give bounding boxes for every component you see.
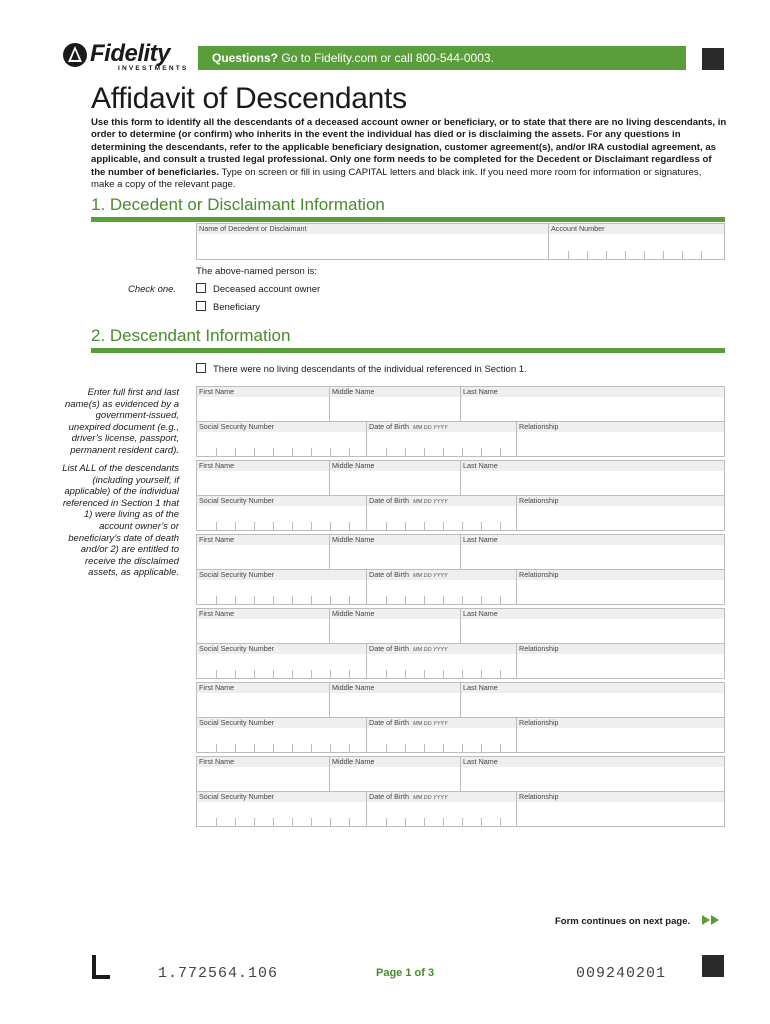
digit-ticks	[367, 522, 516, 530]
last-name-field-4-label: Last Name	[461, 609, 724, 619]
above-named-text: The above-named person is:	[196, 266, 317, 277]
form-code: 1.772564.106	[158, 965, 279, 982]
registration-mark	[702, 48, 724, 70]
brand-sub: INVESTMENTS	[118, 65, 189, 72]
first-name-field-3-label: First Name	[197, 535, 329, 545]
last-name-field-1-label: Last Name	[461, 387, 724, 397]
dob-field-3[interactable]	[366, 569, 517, 605]
relationship-field-6-label: Relationship	[517, 792, 724, 802]
form-continues	[555, 911, 719, 929]
dob-field-5[interactable]	[366, 717, 517, 753]
digit-ticks	[367, 818, 516, 826]
dob-hint: MM DD YYYY	[412, 647, 448, 653]
relationship-field-1[interactable]	[516, 421, 725, 457]
relationship-field-3-label: Relationship	[517, 570, 724, 580]
relationship-field-5[interactable]	[516, 717, 725, 753]
first-name-field-4[interactable]	[196, 608, 330, 644]
ssn-field-6[interactable]	[196, 791, 367, 827]
banner-bold: Questions?	[212, 51, 279, 65]
last-name-field-5-label: Last Name	[461, 683, 724, 693]
middle-name-field-6-label: Middle Name	[330, 757, 460, 767]
dob-field-6-label: Date of Birth MM DD YYYY	[367, 792, 516, 802]
first-name-field-2-label: First Name	[197, 461, 329, 471]
ssn-field-3[interactable]	[196, 569, 367, 605]
intro-normal: Type on screen or fill in using CAPITAL letters and black ink. If you need more room for information or signatures, make a copy of the relevant page.	[91, 166, 702, 191]
last-name-field-5[interactable]	[460, 682, 725, 718]
middle-name-field-1-label: Middle Name	[330, 387, 460, 397]
relationship-field-2-label: Relationship	[517, 496, 724, 506]
digit-ticks	[367, 448, 516, 456]
last-name-field-6[interactable]	[460, 756, 725, 792]
no-descendants-checkbox[interactable]	[196, 363, 206, 373]
section2-title: 2. Descendant Information	[91, 326, 291, 345]
first-name-field-6-label: First Name	[197, 757, 329, 767]
brand-name: Fidelity	[90, 40, 171, 67]
ssn-field-2-label: Social Security Number	[197, 496, 366, 506]
dob-hint: MM DD YYYY	[412, 425, 448, 431]
section1-rule	[91, 217, 725, 222]
dob-field-6[interactable]	[366, 791, 517, 827]
check-one-text: Check one.	[128, 284, 177, 295]
digit-ticks	[197, 522, 366, 530]
dob-hint: MM DD YYYY	[412, 721, 448, 727]
relationship-field-4-label: Relationship	[517, 644, 724, 654]
first-name-field-5-label: First Name	[197, 683, 329, 693]
name-instructions-note: Enter full first and last name(s) as evidenced by a government-issued, unexpired document (e.g., driver’s license, passport, permanent resident card).	[64, 387, 179, 456]
first-name-field-1-label: First Name	[197, 387, 329, 397]
fidelity-pyramid-icon	[62, 42, 88, 68]
middle-name-field-5[interactable]	[329, 682, 461, 718]
questions-banner	[198, 46, 686, 70]
form-continues-text: Form continues on next page.	[555, 916, 691, 927]
dob-field-3-label: Date of Birth MM DD YYYY	[367, 570, 516, 580]
ssn-field-3-label: Social Security Number	[197, 570, 366, 580]
first-name-field-5[interactable]	[196, 682, 330, 718]
dob-hint: MM DD YYYY	[412, 795, 448, 801]
digit-ticks	[197, 670, 366, 678]
middle-name-field-5-label: Middle Name	[330, 683, 460, 693]
last-name-field-6-label: Last Name	[461, 757, 724, 767]
ssn-field-5-label: Social Security Number	[197, 718, 366, 728]
middle-name-field-2-label: Middle Name	[330, 461, 460, 471]
relationship-field-5-label: Relationship	[517, 718, 724, 728]
decedent-name-field[interactable]	[196, 223, 549, 260]
list-all-note: List ALL of the descendants (including yourself, if applicable) of the individual referenced in Section 1 that 1) were living as of the account owner’s or beneficiary’s date of death and/or 2) are entitled to receive the disclaimed assets, as applicable.	[62, 463, 179, 579]
first-name-field-4-label: First Name	[197, 609, 329, 619]
digit-ticks	[367, 744, 516, 752]
last-name-field-3[interactable]	[460, 534, 725, 570]
page-title: Affidavit of Descendants	[91, 82, 407, 115]
ssn-field-1-label: Social Security Number	[197, 422, 366, 432]
banner-text: Go to Fidelity.com or call 800-544-0003.	[281, 51, 494, 65]
middle-name-field-3[interactable]	[329, 534, 461, 570]
last-name-field-2-label: Last Name	[461, 461, 724, 471]
last-name-field-4[interactable]	[460, 608, 725, 644]
ssn-field-4[interactable]	[196, 643, 367, 679]
first-name-field-6[interactable]	[196, 756, 330, 792]
barcode-number: 009240201	[576, 965, 667, 982]
first-name-field-1[interactable]	[196, 386, 330, 422]
digit-ticks	[197, 744, 366, 752]
relationship-field-6[interactable]	[516, 791, 725, 827]
beneficiary-label: Beneficiary	[213, 302, 260, 313]
ssn-field-1[interactable]	[196, 421, 367, 457]
dob-field-2[interactable]	[366, 495, 517, 531]
dob-field-2-label: Date of Birth MM DD YYYY	[367, 496, 516, 506]
ssn-field-6-label: Social Security Number	[197, 792, 366, 802]
digit-ticks	[197, 818, 366, 826]
digit-ticks	[367, 670, 516, 678]
section1-title: 1. Decedent or Disclaimant Information	[91, 195, 385, 214]
middle-name-field-4-label: Middle Name	[330, 609, 460, 619]
digit-ticks	[197, 596, 366, 604]
deceased-owner-label: Deceased account owner	[213, 284, 321, 295]
relationship-field-1-label: Relationship	[517, 422, 724, 432]
account-number-label: Account Number	[549, 224, 724, 234]
deceased-owner-checkbox[interactable]	[196, 283, 206, 293]
relationship-field-3[interactable]	[516, 569, 725, 605]
dob-field-5-label: Date of Birth MM DD YYYY	[367, 718, 516, 728]
last-name-field-2[interactable]	[460, 460, 725, 496]
account-number-field[interactable]	[548, 223, 725, 260]
first-name-field-2[interactable]	[196, 460, 330, 496]
ssn-field-2[interactable]	[196, 495, 367, 531]
ssn-field-4-label: Social Security Number	[197, 644, 366, 654]
first-name-field-3[interactable]	[196, 534, 330, 570]
decedent-name-label: Name of Decedent or Disclaimant	[197, 224, 548, 234]
ssn-field-5[interactable]	[196, 717, 367, 753]
intro-text	[91, 117, 727, 191]
dob-field-1-label: Date of Birth MM DD YYYY	[367, 422, 516, 432]
middle-name-field-6[interactable]	[329, 756, 461, 792]
dob-hint: MM DD YYYY	[412, 499, 448, 505]
last-name-field-1[interactable]	[460, 386, 725, 422]
dob-field-4[interactable]	[366, 643, 517, 679]
intro-bold: Use this form to identify all the descendants of a deceased account owner or beneficiary, or to state that there are no living descendants, in order to determine (or confirm) who inherits in the event the individual has died or is disclaiming the assets. For any questions in determining the descendants, refer to the applicable beneficiary designation, customer agreement(s), and/or IRA custodial agreement, as applicable, and consult a trusted legal professional. Only one form needs to be completed for the Decedent or Disclaimant regardless of the number of beneficiaries.	[91, 117, 727, 178]
dob-field-4-label: Date of Birth MM DD YYYY	[367, 644, 516, 654]
no-descendants-label: There were no living descendants of the individual referenced in Section 1.	[213, 364, 527, 375]
middle-name-field-2[interactable]	[329, 460, 461, 496]
dob-field-1[interactable]	[366, 421, 517, 457]
fidelity-logo	[62, 40, 190, 76]
dob-hint: MM DD YYYY	[412, 573, 448, 579]
digit-ticks	[197, 448, 366, 456]
relationship-field-2[interactable]	[516, 495, 725, 531]
middle-name-field-1[interactable]	[329, 386, 461, 422]
middle-name-field-4[interactable]	[329, 608, 461, 644]
middle-name-field-3-label: Middle Name	[330, 535, 460, 545]
relationship-field-4[interactable]	[516, 643, 725, 679]
registration-mark-bottom	[702, 955, 724, 977]
section2-rule	[91, 348, 725, 353]
digit-ticks	[367, 596, 516, 604]
corner-mark	[92, 955, 110, 979]
page-number: Page 1 of 3	[376, 967, 435, 979]
beneficiary-checkbox[interactable]	[196, 301, 206, 311]
continue-arrows-icon	[701, 911, 719, 929]
account-number-ticks	[549, 251, 724, 259]
last-name-field-3-label: Last Name	[461, 535, 724, 545]
